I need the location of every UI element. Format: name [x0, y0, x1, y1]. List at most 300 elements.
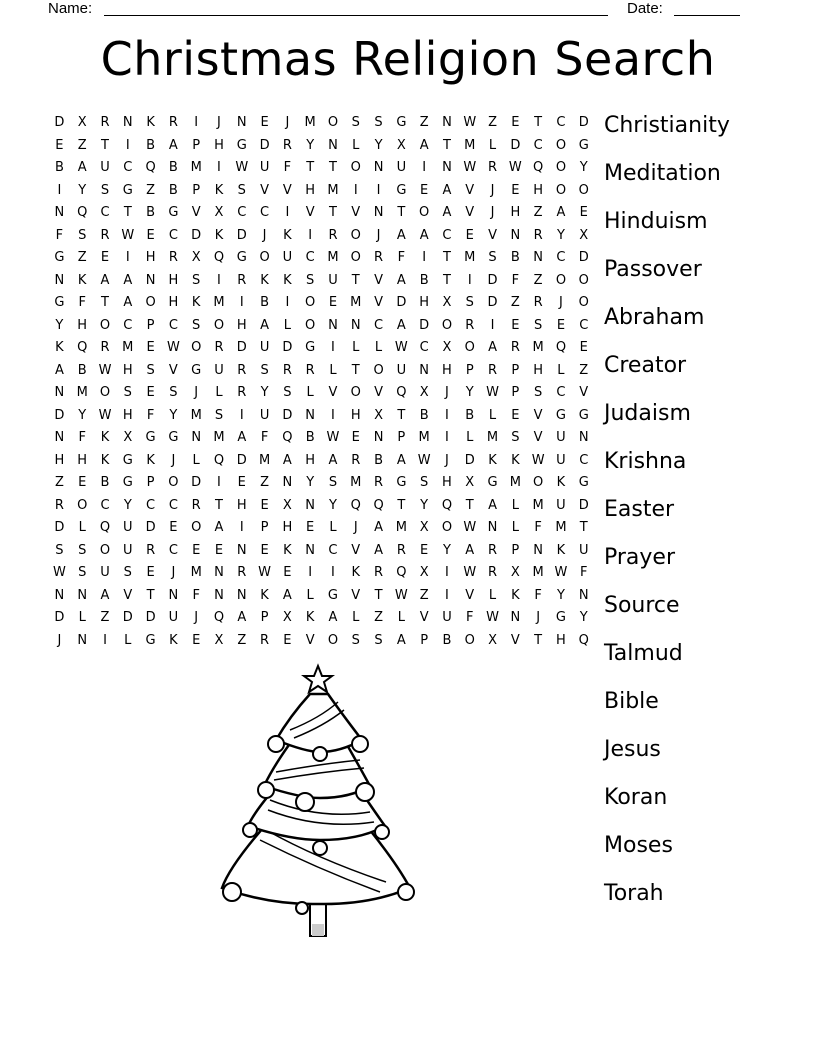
grid-letter[interactable]: D	[236, 452, 247, 468]
grid-letter[interactable]: X	[214, 632, 224, 648]
grid-letter[interactable]: A	[282, 452, 292, 468]
grid-letter[interactable]: O	[578, 295, 589, 310]
grid-letter[interactable]: E	[192, 542, 201, 558]
grid-letter[interactable]: L	[78, 520, 86, 535]
grid-letter[interactable]: A	[123, 295, 133, 310]
grid-letter[interactable]: F	[283, 160, 292, 175]
grid-letter[interactable]: V	[123, 587, 133, 603]
grid-letter[interactable]: F	[397, 250, 406, 265]
grid-letter[interactable]: N	[145, 272, 156, 288]
grid-letter[interactable]: C	[328, 542, 338, 558]
grid-letter[interactable]: C	[419, 340, 429, 355]
grid-letter[interactable]: R	[282, 137, 292, 153]
grid-letter[interactable]: N	[54, 430, 65, 445]
grid-letter[interactable]: A	[282, 587, 292, 603]
grid-letter[interactable]: C	[100, 205, 110, 220]
grid-letter[interactable]: D	[236, 227, 247, 243]
grid-letter[interactable]: I	[217, 272, 221, 288]
grid-letter[interactable]: H	[145, 250, 156, 265]
grid-letter[interactable]: R	[488, 565, 498, 580]
grid-letter[interactable]: J	[285, 115, 290, 130]
grid-letter[interactable]: M	[486, 430, 499, 445]
grid-letter[interactable]: T	[534, 115, 543, 130]
grid-letter[interactable]: D	[145, 610, 156, 625]
grid-letter[interactable]: R	[488, 362, 498, 378]
grid-letter[interactable]: H	[510, 205, 521, 220]
grid-letter[interactable]: N	[533, 250, 543, 265]
grid-letter[interactable]: B	[100, 475, 110, 490]
grid-letter[interactable]: V	[533, 430, 543, 445]
grid-letter[interactable]: O	[259, 250, 270, 265]
grid-letter[interactable]: I	[331, 340, 335, 355]
grid-letter[interactable]: J	[171, 565, 176, 580]
grid-letter[interactable]: M	[190, 160, 202, 175]
grid-letter[interactable]: G	[396, 475, 407, 490]
grid-letter[interactable]: D	[578, 250, 589, 265]
grid-letter[interactable]: K	[146, 452, 155, 468]
grid-letter[interactable]: C	[556, 385, 566, 400]
grid-letter[interactable]: H	[168, 295, 179, 310]
grid-letter[interactable]: B	[510, 250, 520, 265]
grid-letter[interactable]: S	[465, 295, 474, 310]
grid-letter[interactable]: B	[419, 272, 429, 288]
grid-letter[interactable]: M	[213, 430, 225, 445]
grid-letter[interactable]: R	[305, 362, 315, 378]
grid-letter[interactable]: H	[442, 475, 452, 490]
grid-letter[interactable]: J	[171, 452, 176, 468]
grid-letter[interactable]: F	[534, 520, 542, 535]
grid-letter[interactable]: L	[557, 362, 565, 378]
grid-letter[interactable]: W	[98, 407, 112, 423]
grid-letter[interactable]: F	[466, 610, 474, 625]
grid-letter[interactable]: R	[282, 362, 292, 378]
grid-letter[interactable]: T	[465, 497, 474, 513]
grid-letter[interactable]: Y	[328, 497, 337, 513]
grid-letter[interactable]: S	[511, 430, 520, 445]
grid-letter[interactable]: H	[236, 497, 247, 513]
grid-letter[interactable]: I	[217, 160, 221, 175]
grid-letter[interactable]: E	[465, 227, 474, 243]
grid-letter[interactable]: W	[394, 340, 408, 355]
grid-letter[interactable]: V	[328, 385, 338, 400]
grid-letter[interactable]: B	[374, 452, 384, 468]
grid-letter[interactable]: X	[465, 475, 475, 490]
grid-letter[interactable]: I	[331, 407, 335, 423]
grid-letter[interactable]: D	[236, 340, 247, 355]
grid-letter[interactable]: A	[237, 430, 247, 445]
grid-letter[interactable]: Q	[282, 430, 293, 445]
grid-letter[interactable]: K	[146, 115, 155, 130]
grid-letter[interactable]: M	[464, 137, 476, 153]
grid-letter[interactable]: V	[579, 385, 589, 400]
grid-letter[interactable]: E	[78, 475, 87, 490]
grid-letter[interactable]: R	[168, 250, 178, 265]
grid-letter[interactable]: W	[463, 115, 477, 130]
grid-letter[interactable]: Y	[442, 542, 451, 558]
grid-letter[interactable]: Q	[213, 250, 225, 265]
grid-letter[interactable]: O	[441, 520, 453, 535]
grid-letter[interactable]: Z	[260, 475, 270, 490]
grid-letter[interactable]: R	[374, 565, 384, 580]
grid-letter[interactable]: V	[305, 205, 315, 220]
grid-letter[interactable]: S	[192, 317, 201, 333]
grid-letter[interactable]: P	[511, 362, 520, 378]
grid-letter[interactable]: H	[236, 317, 247, 333]
grid-letter[interactable]: M	[327, 250, 339, 265]
grid-letter[interactable]: Q	[99, 520, 111, 535]
grid-letter[interactable]: U	[259, 340, 270, 355]
grid-letter[interactable]: C	[123, 160, 133, 175]
grid-letter[interactable]: C	[237, 205, 247, 220]
grid-letter[interactable]: D	[54, 115, 65, 130]
grid-letter[interactable]: L	[192, 452, 200, 468]
grid-letter[interactable]: R	[533, 227, 543, 243]
grid-letter[interactable]: L	[397, 610, 405, 625]
grid-letter[interactable]: Y	[123, 497, 132, 513]
grid-letter[interactable]: G	[54, 250, 65, 265]
grid-letter[interactable]: D	[259, 137, 270, 153]
grid-letter[interactable]: Z	[510, 295, 520, 310]
grid-letter[interactable]: M	[213, 295, 225, 310]
grid-letter[interactable]: S	[488, 250, 497, 265]
grid-letter[interactable]: U	[123, 542, 133, 558]
grid-letter[interactable]: Z	[237, 632, 247, 648]
grid-letter[interactable]: Q	[77, 340, 88, 355]
grid-letter[interactable]: N	[236, 115, 247, 130]
grid-letter[interactable]: F	[192, 587, 200, 603]
grid-letter[interactable]: S	[283, 385, 292, 400]
grid-letter[interactable]: I	[422, 250, 427, 265]
grid-letter[interactable]: X	[579, 227, 589, 243]
grid-letter[interactable]: C	[533, 137, 543, 153]
grid-letter[interactable]: K	[169, 632, 178, 648]
grid-letter[interactable]: U	[259, 407, 270, 423]
grid-letter[interactable]: W	[417, 452, 431, 468]
grid-letter[interactable]: A	[54, 362, 64, 378]
grid-letter[interactable]: G	[236, 137, 247, 153]
grid-letter[interactable]: S	[123, 385, 132, 400]
grid-letter[interactable]: Q	[373, 497, 384, 513]
grid-letter[interactable]: T	[328, 205, 337, 220]
grid-letter[interactable]: T	[215, 497, 223, 513]
grid-letter[interactable]: F	[260, 430, 269, 445]
grid-letter[interactable]: C	[260, 205, 270, 220]
grid-letter[interactable]: U	[578, 542, 589, 558]
grid-letter[interactable]: S	[328, 475, 338, 490]
grid-letter[interactable]: Q	[350, 497, 361, 513]
grid-letter[interactable]: K	[511, 452, 520, 468]
grid-letter[interactable]: G	[396, 115, 407, 130]
grid-letter[interactable]: D	[464, 452, 475, 468]
grid-letter[interactable]: Y	[579, 160, 588, 175]
date-blank-line[interactable]	[674, 15, 740, 16]
grid-letter[interactable]: K	[260, 272, 269, 288]
grid-letter[interactable]: Z	[374, 610, 383, 625]
grid-letter[interactable]: O	[99, 542, 111, 558]
grid-letter[interactable]: I	[422, 160, 427, 175]
grid-letter[interactable]: L	[511, 497, 519, 513]
grid-letter[interactable]: Z	[488, 115, 497, 130]
grid-letter[interactable]: P	[146, 317, 155, 333]
grid-letter[interactable]: G	[578, 407, 589, 423]
grid-letter[interactable]: W	[486, 385, 499, 400]
grid-letter[interactable]: A	[237, 610, 247, 625]
grid-letter[interactable]: J	[559, 295, 563, 310]
grid-letter[interactable]: X	[488, 632, 497, 648]
grid-letter[interactable]: S	[192, 272, 201, 288]
grid-letter[interactable]: N	[328, 137, 338, 153]
grid-letter[interactable]: G	[305, 340, 316, 355]
grid-letter[interactable]: X	[442, 340, 452, 355]
grid-letter[interactable]: N	[54, 272, 65, 288]
grid-letter[interactable]: Z	[146, 182, 156, 198]
grid-letter[interactable]: N	[191, 430, 202, 445]
grid-letter[interactable]: I	[239, 295, 244, 310]
grid-letter[interactable]: Q	[213, 452, 225, 468]
grid-letter[interactable]: R	[54, 497, 64, 513]
grid-letter[interactable]: I	[125, 137, 130, 153]
grid-letter[interactable]: A	[168, 137, 178, 153]
grid-letter[interactable]: K	[305, 610, 315, 625]
grid-letter[interactable]: D	[54, 520, 65, 535]
grid-letter[interactable]: R	[328, 227, 338, 243]
grid-letter[interactable]: E	[192, 632, 201, 648]
grid-letter[interactable]: G	[191, 362, 202, 378]
grid-letter[interactable]: B	[442, 632, 452, 648]
grid-letter[interactable]: N	[54, 587, 65, 603]
grid-letter[interactable]: R	[214, 340, 224, 355]
grid-letter[interactable]: T	[146, 587, 155, 603]
grid-letter[interactable]: O	[533, 475, 544, 490]
grid-letter[interactable]: P	[420, 632, 429, 648]
grid-letter[interactable]: R	[488, 542, 498, 558]
grid-letter[interactable]: D	[191, 475, 202, 490]
grid-letter[interactable]: F	[78, 430, 86, 445]
grid-letter[interactable]: A	[396, 452, 406, 468]
grid-letter[interactable]: O	[350, 227, 361, 243]
grid-letter[interactable]: N	[168, 587, 179, 603]
grid-letter[interactable]: W	[394, 587, 408, 603]
grid-letter[interactable]: G	[327, 587, 338, 603]
grid-letter[interactable]: V	[419, 610, 429, 625]
grid-letter[interactable]: X	[282, 497, 292, 513]
grid-letter[interactable]: U	[396, 362, 407, 378]
grid-letter[interactable]: R	[374, 250, 384, 265]
grid-letter[interactable]: O	[327, 632, 339, 648]
grid-letter[interactable]: H	[122, 362, 133, 378]
grid-letter[interactable]: J	[57, 632, 62, 648]
grid-letter[interactable]: T	[374, 587, 383, 603]
grid-letter[interactable]: I	[445, 407, 449, 423]
grid-letter[interactable]: C	[374, 317, 384, 333]
grid-letter[interactable]: C	[168, 227, 178, 243]
grid-letter[interactable]: R	[100, 340, 110, 355]
grid-letter[interactable]: D	[122, 610, 133, 625]
grid-letter[interactable]: Z	[77, 250, 87, 265]
grid-letter[interactable]: G	[396, 182, 407, 198]
grid-letter[interactable]: K	[100, 452, 110, 468]
grid-letter[interactable]: D	[282, 407, 293, 423]
grid-letter[interactable]: G	[122, 182, 133, 198]
grid-letter[interactable]: J	[376, 227, 381, 243]
grid-letter[interactable]: F	[78, 295, 86, 310]
grid-letter[interactable]: M	[327, 182, 339, 198]
grid-letter[interactable]: E	[306, 520, 315, 535]
grid-letter[interactable]: S	[146, 362, 155, 378]
grid-letter[interactable]: D	[145, 520, 156, 535]
grid-letter[interactable]: M	[532, 497, 544, 513]
grid-letter[interactable]: O	[578, 272, 589, 288]
grid-letter[interactable]: V	[282, 182, 292, 198]
grid-letter[interactable]: J	[536, 610, 541, 625]
grid-letter[interactable]: E	[146, 340, 155, 355]
grid-letter[interactable]: L	[283, 317, 291, 333]
grid-letter[interactable]: Z	[533, 272, 543, 288]
grid-letter[interactable]: C	[556, 115, 566, 130]
grid-letter[interactable]: Z	[100, 610, 110, 625]
grid-letter[interactable]: W	[463, 520, 477, 535]
grid-letter[interactable]: R	[396, 542, 406, 558]
grid-letter[interactable]: L	[215, 385, 223, 400]
grid-letter[interactable]: E	[283, 565, 292, 580]
grid-letter[interactable]: X	[123, 430, 133, 445]
grid-letter[interactable]: D	[54, 407, 65, 423]
grid-letter[interactable]: D	[578, 497, 589, 513]
grid-letter[interactable]: T	[351, 362, 360, 378]
grid-letter[interactable]: I	[467, 272, 472, 288]
grid-letter[interactable]: N	[373, 160, 384, 175]
grid-letter[interactable]: K	[283, 272, 292, 288]
grid-letter[interactable]: U	[556, 497, 566, 513]
grid-letter[interactable]: J	[353, 520, 358, 535]
grid-letter[interactable]: I	[308, 227, 313, 243]
grid-letter[interactable]: N	[77, 587, 88, 603]
grid-letter[interactable]: N	[236, 587, 247, 603]
grid-letter[interactable]: O	[555, 137, 567, 153]
grid-letter[interactable]: O	[350, 385, 361, 400]
grid-letter[interactable]: C	[100, 497, 110, 513]
grid-letter[interactable]: N	[510, 227, 521, 243]
grid-letter[interactable]: W	[463, 565, 477, 580]
grid-letter[interactable]: Z	[419, 587, 429, 603]
grid-letter[interactable]: H	[214, 137, 224, 153]
grid-letter[interactable]: A	[328, 452, 338, 468]
grid-letter[interactable]: S	[351, 115, 360, 130]
grid-letter[interactable]: H	[282, 520, 293, 535]
grid-letter[interactable]: Z	[77, 137, 87, 153]
grid-letter[interactable]: S	[55, 542, 64, 558]
grid-letter[interactable]: W	[52, 565, 66, 580]
grid-letter[interactable]: V	[533, 407, 543, 423]
grid-letter[interactable]: A	[442, 205, 452, 220]
grid-letter[interactable]: S	[420, 475, 429, 490]
grid-letter[interactable]: Z	[579, 362, 589, 378]
grid-letter[interactable]: C	[168, 497, 178, 513]
grid-letter[interactable]: X	[419, 565, 429, 580]
grid-letter[interactable]: W	[531, 452, 545, 468]
grid-letter[interactable]: E	[328, 295, 338, 310]
grid-letter[interactable]: I	[285, 205, 290, 220]
grid-letter[interactable]: K	[556, 542, 566, 558]
grid-letter[interactable]: N	[533, 542, 543, 558]
grid-letter[interactable]: B	[77, 362, 87, 378]
grid-letter[interactable]: U	[556, 452, 566, 468]
grid-letter[interactable]: I	[57, 182, 62, 198]
grid-letter[interactable]: L	[352, 340, 360, 355]
grid-letter[interactable]: H	[419, 295, 430, 310]
grid-letter[interactable]: B	[465, 407, 475, 423]
grid-letter[interactable]: O	[578, 182, 589, 198]
grid-letter[interactable]: O	[464, 340, 475, 355]
grid-letter[interactable]: M	[532, 340, 544, 355]
grid-letter[interactable]: L	[329, 362, 337, 378]
grid-letter[interactable]: I	[217, 475, 221, 490]
grid-letter[interactable]: G	[578, 137, 589, 153]
grid-letter[interactable]: L	[511, 520, 519, 535]
grid-letter[interactable]: B	[146, 205, 156, 220]
grid-letter[interactable]: O	[464, 632, 475, 648]
grid-letter[interactable]: T	[442, 272, 451, 288]
grid-letter[interactable]: N	[305, 497, 316, 513]
grid-letter[interactable]: G	[168, 205, 179, 220]
grid-letter[interactable]: E	[420, 182, 429, 198]
grid-letter[interactable]: S	[306, 272, 315, 288]
grid-letter[interactable]: V	[374, 295, 383, 310]
grid-letter[interactable]: P	[146, 475, 155, 490]
grid-letter[interactable]: R	[237, 565, 247, 580]
grid-letter[interactable]: M	[76, 385, 88, 400]
grid-letter[interactable]: B	[54, 160, 64, 175]
grid-letter[interactable]: I	[103, 632, 107, 648]
grid-letter[interactable]: N	[305, 542, 316, 558]
grid-letter[interactable]: O	[373, 362, 384, 378]
grid-letter[interactable]: K	[556, 475, 566, 490]
grid-letter[interactable]: E	[169, 520, 178, 535]
grid-letter[interactable]: N	[214, 587, 224, 603]
grid-letter[interactable]: V	[488, 227, 497, 243]
grid-letter[interactable]: R	[237, 272, 247, 288]
grid-letter[interactable]: J	[490, 182, 495, 198]
grid-letter[interactable]: Y	[55, 317, 64, 333]
grid-letter[interactable]: D	[396, 295, 407, 310]
grid-letter[interactable]: B	[168, 160, 178, 175]
grid-letter[interactable]: A	[260, 317, 270, 333]
grid-letter[interactable]: O	[99, 385, 111, 400]
grid-letter[interactable]: L	[352, 137, 360, 153]
grid-letter[interactable]: R	[237, 385, 247, 400]
grid-letter[interactable]: Y	[78, 407, 87, 423]
grid-letter[interactable]: I	[285, 295, 290, 310]
grid-letter[interactable]: W	[554, 565, 568, 580]
grid-letter[interactable]: D	[510, 137, 521, 153]
grid-letter[interactable]: O	[327, 115, 339, 130]
grid-letter[interactable]: W	[98, 362, 112, 378]
grid-letter[interactable]: E	[511, 407, 520, 423]
grid-letter[interactable]: Q	[396, 385, 407, 400]
grid-letter[interactable]: K	[100, 430, 110, 445]
grid-letter[interactable]: A	[100, 272, 110, 288]
grid-letter[interactable]: G	[555, 407, 566, 423]
grid-letter[interactable]: A	[556, 205, 566, 220]
grid-letter[interactable]: A	[465, 542, 475, 558]
grid-letter[interactable]: M	[464, 250, 476, 265]
grid-letter[interactable]: Y	[374, 137, 383, 153]
grid-letter[interactable]: P	[260, 520, 269, 535]
grid-letter[interactable]: S	[78, 227, 87, 243]
grid-letter[interactable]: H	[556, 632, 566, 648]
grid-letter[interactable]: R	[237, 362, 247, 378]
grid-letter[interactable]: I	[376, 182, 381, 198]
